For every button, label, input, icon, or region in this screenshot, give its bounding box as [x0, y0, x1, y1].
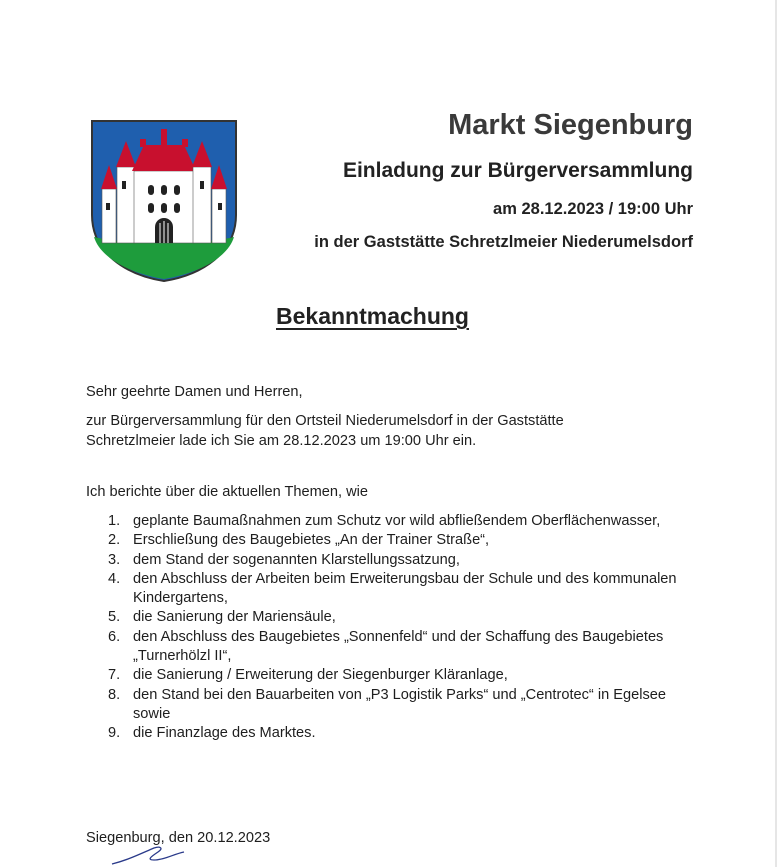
list-item: [86, 551, 686, 570]
list-item-number: 2.: [108, 532, 121, 549]
document-title: Markt Siegenburg: [448, 109, 693, 141]
list-item-text: die Sanierung / Erweiterung der Siegenburger Kläranlage,: [133, 667, 508, 684]
list-item: [86, 570, 686, 609]
notice-heading: Bekanntmachung: [276, 303, 469, 329]
list-item-number: 4.: [108, 570, 121, 587]
handwritten-signature: [110, 842, 190, 867]
list-item-text: geplante Baumaßnahmen zum Schutz vor wild abfließendem Oberflächenwasser,: [133, 513, 661, 529]
list-item-number: 1.: [108, 513, 121, 529]
list-item: [86, 628, 686, 667]
list-item: [86, 608, 686, 627]
list-item-text: dem Stand der sogenannten Klarstellungssatzung,: [133, 551, 460, 568]
event-venue: in der Gaststätte Schretzlmeier Niederumelsdorf: [314, 233, 693, 251]
list-item-text: den Stand bei den Bauarbeiten von „P3 Logistik Parks“ und „Centrotec“ in Egelsee sowie: [133, 686, 666, 722]
list-item-number: 5.: [108, 609, 121, 626]
greeting-line: Sehr geehrte Damen und Herren,: [86, 384, 303, 400]
list-item-number: 3.: [108, 551, 121, 568]
list-item-number: 9.: [108, 725, 121, 742]
list-item: [86, 512, 686, 531]
list-item-text: den Abschluss der Arbeiten beim Erweiterungsbau der Schule und des kommunalen Kindergartens,: [133, 570, 677, 607]
topics-lead-in: Ich berichte über die aktuellen Themen, wie: [86, 484, 369, 500]
list-item-number: 6.: [108, 628, 121, 645]
list-item: [86, 724, 686, 743]
list-item: [86, 686, 686, 725]
list-item-text: die Finanzlage des Marktes.: [133, 725, 316, 742]
list-item-text: die Sanierung der Mariensäule,: [133, 609, 336, 626]
coat-of-arms-emblem: [88, 119, 240, 283]
signature-line: Siegenburg, den 20.12.2023: [86, 830, 271, 846]
list-item: [86, 666, 686, 685]
list-item-text: den Abschluss des Baugebietes „Sonnenfeld“ und der Schaffung des Baugebietes „Turnerhölzl II“,: [133, 628, 664, 665]
list-item-number: 8.: [108, 686, 121, 703]
list-item-number: 7.: [108, 667, 121, 684]
list-item-text: Erschließung des Baugebietes „An der Trainer Straße“,: [133, 532, 490, 549]
list-item: [86, 531, 686, 550]
topics-list: [86, 512, 686, 744]
document-subtitle: Einladung zur Bürgerversammlung: [342, 159, 693, 182]
intro-paragraph: zur Bürgerversammlung für den Ortsteil Niederumelsdorf in der Gaststätte Schretzlmeier lade ich Sie am 28.12.2023 um 19:00 Uhr ein.: [86, 413, 564, 449]
event-date: am 28.12.2023 / 19:00 Uhr: [493, 200, 693, 218]
